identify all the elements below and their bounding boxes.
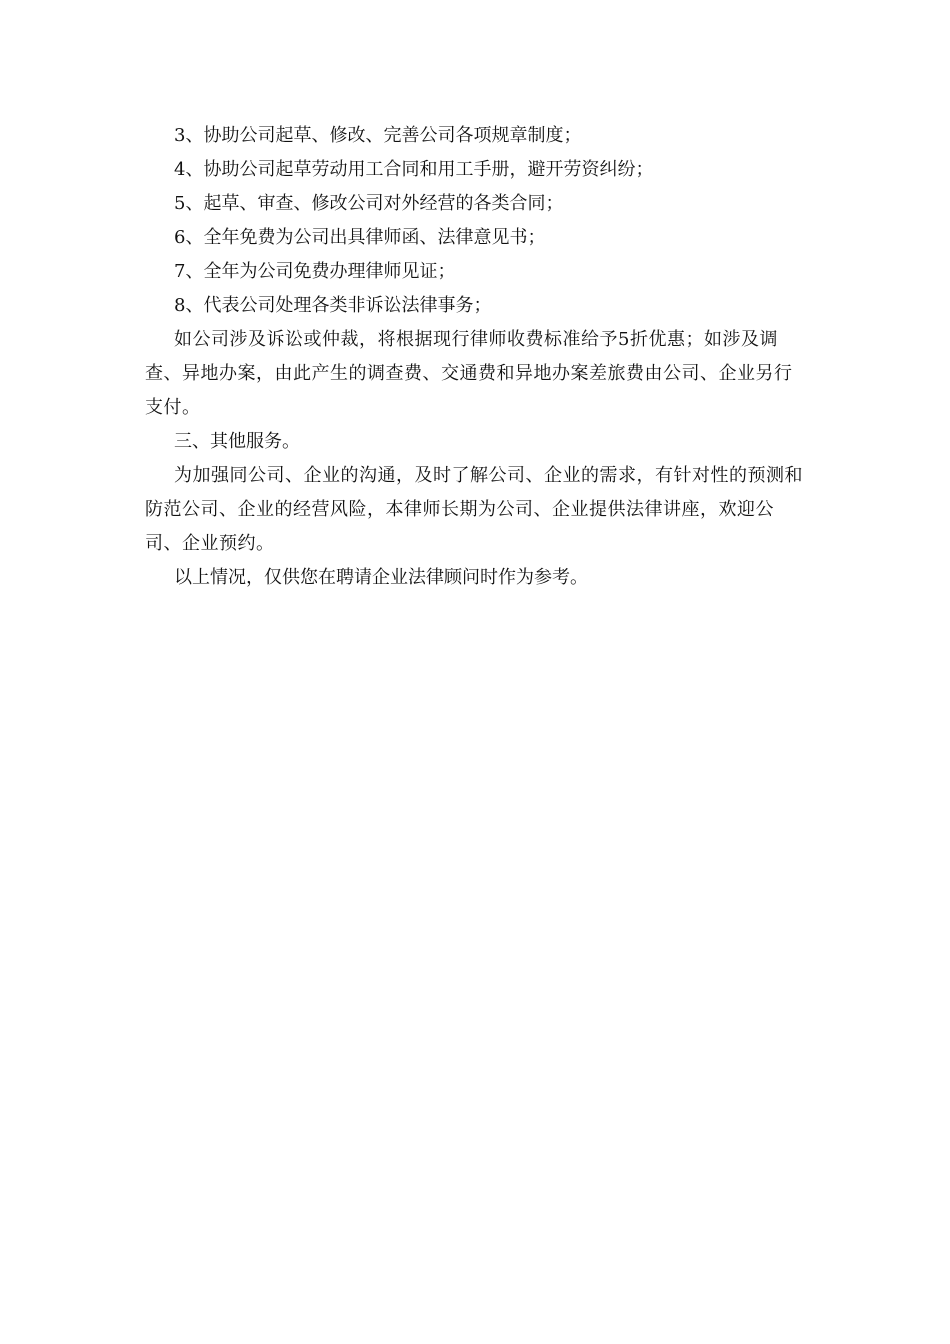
list-item-8: 8、代表公司处理各类非诉讼法律事务；	[174, 295, 492, 316]
list-item-3: 3、协助公司起草、修改、完善公司各项规章制度；	[174, 125, 582, 146]
list-item-5: 5、起草、审查、修改公司对外经营的各类合同；	[174, 193, 564, 214]
litigation-paragraph: 如公司涉及诉讼或仲裁，将根据现行律师收费标准给予5折优惠；如涉及调查、异地办案，由此产生的调查费、交通费和异地办案差旅费由公司、企业另行支付。	[145, 329, 793, 418]
list-item-4: 4、协助公司起草劳动用工合同和用工手册，避开劳资纠纷；	[174, 159, 654, 180]
section-heading: 三、其他服务。	[174, 431, 300, 452]
closing-paragraph: 以上情况，仅供您在聘请企业法律顾问时作为参考。	[174, 567, 588, 588]
list-item-6: 6、全年免费为公司出具律师函、法律意见书；	[174, 227, 546, 248]
document-body	[145, 119, 810, 595]
other-services-paragraph: 为加强同公司、企业的沟通，及时了解公司、企业的需求，有针对性的预测和防范公司、企业的经营风险，本律师长期为公司、企业提供法律讲座，欢迎公司、企业预约。	[145, 465, 803, 554]
list-item-7: 7、全年为公司免费办理律师见证；	[174, 261, 456, 282]
